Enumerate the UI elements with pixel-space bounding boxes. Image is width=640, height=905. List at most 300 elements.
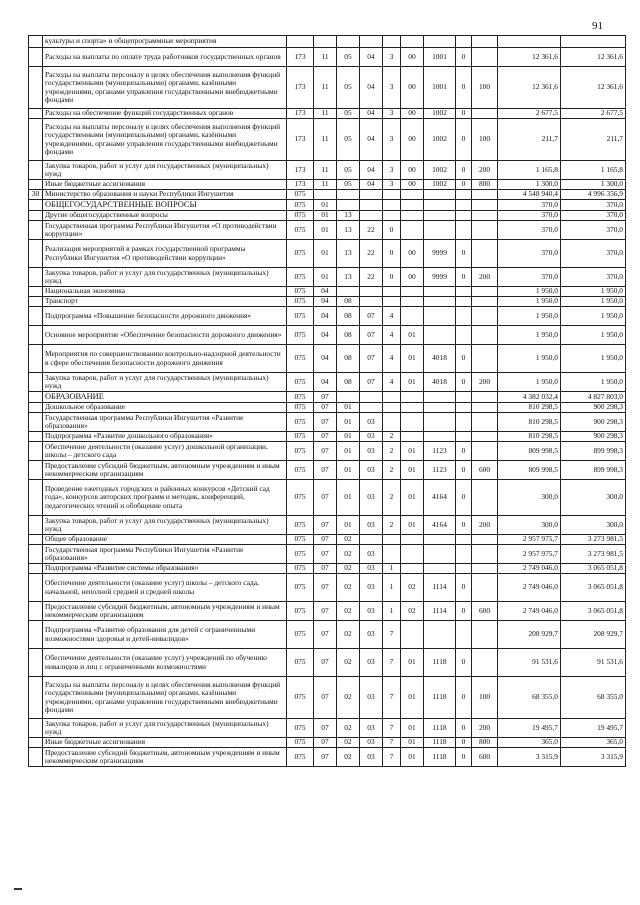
event-code-cell xyxy=(401,432,424,442)
event-code-cell: 01 xyxy=(401,373,424,392)
section-code-cell: 11 xyxy=(314,180,337,190)
item-name-cell: Расходы на обеспечение функций государственных органов xyxy=(43,109,287,119)
event-code-cell: 01 xyxy=(401,649,424,677)
amount-year-1-cell: 810 298,5 xyxy=(498,432,561,442)
table-row xyxy=(29,545,626,564)
item-name-cell: Проведение ежегодных городских и районных конкурсов «Детский сад года», конкурсов авторских программ и методик, конференций, педагогических чтений и обобщение опыта xyxy=(43,480,287,516)
direction-code-cell xyxy=(424,413,456,432)
amount-year-1-cell: 1 950,0 xyxy=(498,287,561,297)
direction-code-cell xyxy=(424,200,456,211)
amount-year-1-cell: 810 298,5 xyxy=(498,413,561,432)
table-row xyxy=(29,432,626,442)
row-number-cell xyxy=(29,442,43,461)
direction-code-cell xyxy=(424,36,456,48)
amount-year-1-cell: 2 957 975,7 xyxy=(498,545,561,564)
item-name-cell: Другие общегосударственные вопросы xyxy=(43,211,287,221)
row-number-cell xyxy=(29,403,43,413)
extra-code-cell: 0 xyxy=(456,719,472,738)
amount-year-2-cell: 899 998,3 xyxy=(561,442,626,461)
extra-code-cell xyxy=(456,200,472,211)
section-code-cell: 01 xyxy=(314,240,337,268)
section-code-cell: 01 xyxy=(314,211,337,221)
subsection-code-cell: 13 xyxy=(337,240,360,268)
expense-type-code-cell xyxy=(472,221,498,240)
direction-code-cell xyxy=(424,432,456,442)
expense-type-code-cell: 200 xyxy=(472,373,498,392)
ministry-code-cell: 075 xyxy=(287,442,314,461)
amount-year-2-cell: 3 315,9 xyxy=(561,748,626,767)
subsection-code-cell: 02 xyxy=(337,535,360,545)
ministry-code-cell: 075 xyxy=(287,287,314,297)
table-row xyxy=(29,119,626,161)
extra-code-cell: 0 xyxy=(456,461,472,480)
amount-year-1-cell: 3 315,9 xyxy=(498,748,561,767)
expense-type-code-cell xyxy=(472,190,498,200)
expense-type-code-cell: 200 xyxy=(472,161,498,180)
subprogram-code-cell xyxy=(383,403,401,413)
ministry-code-cell: 075 xyxy=(287,719,314,738)
subsection-code-cell: 02 xyxy=(337,649,360,677)
subsection-code-cell xyxy=(337,200,360,211)
amount-year-2-cell: 68 355,0 xyxy=(561,677,626,719)
direction-code-cell: 1002 xyxy=(424,109,456,119)
ministry-code-cell: 173 xyxy=(287,48,314,67)
item-name-cell: Дошкольное образование xyxy=(43,403,287,413)
item-name-cell: Подпрограмма «Повышение безопасности дорожного движения» xyxy=(43,307,287,326)
program-code-cell: 03 xyxy=(360,442,383,461)
program-code-cell: 04 xyxy=(360,48,383,67)
subprogram-code-cell: 2 xyxy=(383,442,401,461)
extra-code-cell: 0 xyxy=(456,677,472,719)
subprogram-code-cell: 7 xyxy=(383,748,401,767)
amount-year-1-cell: 370,0 xyxy=(498,200,561,211)
subsection-code-cell: 01 xyxy=(337,516,360,535)
expense-type-code-cell xyxy=(472,621,498,649)
subsection-code-cell: 08 xyxy=(337,373,360,392)
extra-code-cell xyxy=(456,545,472,564)
row-number-cell xyxy=(29,719,43,738)
program-code-cell: 04 xyxy=(360,161,383,180)
subprogram-code-cell: 3 xyxy=(383,48,401,67)
section-code-cell: 07 xyxy=(314,516,337,535)
table-row xyxy=(29,649,626,677)
event-code-cell xyxy=(401,211,424,221)
expense-type-code-cell xyxy=(472,480,498,516)
subsection-code-cell: 01 xyxy=(337,413,360,432)
event-code-cell: 01 xyxy=(401,748,424,767)
amount-year-2-cell: 1 950,0 xyxy=(561,326,626,345)
row-number-cell xyxy=(29,649,43,677)
section-code-cell: 11 xyxy=(314,109,337,119)
amount-year-2-cell: 300,0 xyxy=(561,516,626,535)
extra-code-cell xyxy=(456,326,472,345)
amount-year-2-cell: 370,0 xyxy=(561,268,626,287)
table-row xyxy=(29,373,626,392)
section-code-cell: 04 xyxy=(314,287,337,297)
subprogram-code-cell: 7 xyxy=(383,649,401,677)
amount-year-2-cell: 1 950,0 xyxy=(561,373,626,392)
subprogram-code-cell xyxy=(383,392,401,403)
section-code-cell: 07 xyxy=(314,748,337,767)
expense-type-code-cell: 600 xyxy=(472,461,498,480)
event-code-cell: 00 xyxy=(401,67,424,109)
expense-type-code-cell: 200 xyxy=(472,516,498,535)
program-code-cell xyxy=(360,211,383,221)
direction-code-cell xyxy=(424,297,456,307)
extra-code-cell xyxy=(456,211,472,221)
subsection-code-cell: 05 xyxy=(337,109,360,119)
table-row xyxy=(29,326,626,345)
section-code-cell: 07 xyxy=(314,574,337,602)
table-row xyxy=(29,413,626,432)
table-row xyxy=(29,67,626,109)
amount-year-1-cell: 1 950,0 xyxy=(498,326,561,345)
subprogram-code-cell: 3 xyxy=(383,180,401,190)
ministry-code-cell: 075 xyxy=(287,748,314,767)
subsection-code-cell: 08 xyxy=(337,345,360,373)
item-name-cell: Основное мероприятие «Обеспечение безопасности дорожного движения» xyxy=(43,326,287,345)
subsection-code-cell: 05 xyxy=(337,161,360,180)
row-number-cell xyxy=(29,432,43,442)
subsection-code-cell: 01 xyxy=(337,432,360,442)
amount-year-2-cell: 300,0 xyxy=(561,480,626,516)
ministry-code-cell: 075 xyxy=(287,649,314,677)
table-row xyxy=(29,621,626,649)
extra-code-cell xyxy=(456,36,472,48)
ministry-code-cell: 075 xyxy=(287,461,314,480)
item-name-cell: Государственная программа Республики Ингушетия «Развитие образования» xyxy=(43,413,287,432)
section-code-cell: 07 xyxy=(314,535,337,545)
event-code-cell xyxy=(401,392,424,403)
table-row xyxy=(29,403,626,413)
section-code-cell: 07 xyxy=(314,602,337,621)
subsection-code-cell: 02 xyxy=(337,564,360,574)
expense-type-code-cell xyxy=(472,109,498,119)
expense-type-code-cell xyxy=(472,240,498,268)
table-row xyxy=(29,161,626,180)
amount-year-1-cell: 370,0 xyxy=(498,268,561,287)
subprogram-code-cell: 7 xyxy=(383,719,401,738)
ministry-code-cell: 075 xyxy=(287,297,314,307)
event-code-cell xyxy=(401,545,424,564)
amount-year-1-cell: 2 677,5 xyxy=(498,109,561,119)
item-name-cell: Обеспечение деятельности (оказание услуг) учреждений по обучению инвалидов и лиц с ограниченными возможностями xyxy=(43,649,287,677)
program-code-cell: 03 xyxy=(360,564,383,574)
ministry-code-cell: 075 xyxy=(287,211,314,221)
table-row xyxy=(29,36,626,48)
item-name-cell: Национальная экономика xyxy=(43,287,287,297)
amount-year-2-cell: 370,0 xyxy=(561,200,626,211)
section-code-cell: 07 xyxy=(314,442,337,461)
amount-year-1-cell: 1 950,0 xyxy=(498,307,561,326)
row-number-cell xyxy=(29,677,43,719)
subsection-code-cell: 02 xyxy=(337,621,360,649)
amount-year-2-cell: 211,7 xyxy=(561,119,626,161)
ministry-code-cell: 075 xyxy=(287,602,314,621)
direction-code-cell: 1002 xyxy=(424,119,456,161)
amount-year-2-cell: 900 298,3 xyxy=(561,403,626,413)
program-code-cell: 07 xyxy=(360,373,383,392)
direction-code-cell: 1002 xyxy=(424,161,456,180)
table-row xyxy=(29,442,626,461)
amount-year-2-cell: 4 827 803,0 xyxy=(561,392,626,403)
direction-code-cell: 1114 xyxy=(424,602,456,621)
ministry-code-cell: 075 xyxy=(287,403,314,413)
section-code-cell: 11 xyxy=(314,48,337,67)
amount-year-2-cell: 1 165,8 xyxy=(561,161,626,180)
item-name-cell: культуры и спорта» и общепрограммные мероприятия xyxy=(43,36,287,48)
row-number-cell xyxy=(29,602,43,621)
amount-year-1-cell: 300,0 xyxy=(498,480,561,516)
ministry-code-cell: 075 xyxy=(287,345,314,373)
amount-year-1-cell: 2 749 046,0 xyxy=(498,602,561,621)
subsection-code-cell: 08 xyxy=(337,297,360,307)
program-code-cell: 03 xyxy=(360,545,383,564)
program-code-cell xyxy=(360,287,383,297)
subprogram-code-cell: 2 xyxy=(383,516,401,535)
amount-year-1-cell: 810 298,5 xyxy=(498,403,561,413)
subprogram-code-cell xyxy=(383,545,401,564)
event-code-cell: 00 xyxy=(401,48,424,67)
direction-code-cell: 1001 xyxy=(424,67,456,109)
section-code-cell: 07 xyxy=(314,545,337,564)
amount-year-1-cell: 809 998,5 xyxy=(498,461,561,480)
extra-code-cell: 0 xyxy=(456,161,472,180)
extra-code-cell xyxy=(456,287,472,297)
expense-type-code-cell xyxy=(472,564,498,574)
expense-type-code-cell: 800 xyxy=(472,180,498,190)
extra-code-cell: 0 xyxy=(456,516,472,535)
section-code-cell: 11 xyxy=(314,161,337,180)
item-name-cell: Иные бюджетные ассигнования xyxy=(43,738,287,748)
event-code-cell: 01 xyxy=(401,738,424,748)
amount-year-2-cell: 1 950,0 xyxy=(561,287,626,297)
table-row xyxy=(29,240,626,268)
item-name-cell: Подпрограмма «Развитие системы образования» xyxy=(43,564,287,574)
extra-code-cell xyxy=(456,190,472,200)
section-code-cell xyxy=(314,190,337,200)
direction-code-cell: 4164 xyxy=(424,516,456,535)
ministry-code-cell: 173 xyxy=(287,109,314,119)
extra-code-cell xyxy=(456,535,472,545)
amount-year-1-cell: 2 749 046,0 xyxy=(498,574,561,602)
item-name-cell: Предоставление субсидий бюджетным, автономным учреждениям и иным некоммерческим организациям xyxy=(43,602,287,621)
ministry-code-cell: 075 xyxy=(287,200,314,211)
expense-type-code-cell xyxy=(472,345,498,373)
expense-type-code-cell: 200 xyxy=(472,719,498,738)
subsection-code-cell xyxy=(337,287,360,297)
table-body xyxy=(29,36,626,767)
program-code-cell xyxy=(360,190,383,200)
section-code-cell: 04 xyxy=(314,373,337,392)
expense-type-code-cell xyxy=(472,36,498,48)
amount-year-2-cell: 208 929,7 xyxy=(561,621,626,649)
expense-type-code-cell xyxy=(472,535,498,545)
budget-table xyxy=(28,35,626,767)
amount-year-2-cell: 900 298,3 xyxy=(561,432,626,442)
extra-code-cell xyxy=(456,297,472,307)
expense-type-code-cell xyxy=(472,413,498,432)
ministry-code-cell: 075 xyxy=(287,326,314,345)
amount-year-2-cell: 3 065 051,8 xyxy=(561,602,626,621)
row-number-cell xyxy=(29,461,43,480)
subprogram-code-cell: 1 xyxy=(383,564,401,574)
item-name-cell: Закупка товаров, работ и услуг для государственных (муниципальных) нужд xyxy=(43,268,287,287)
event-code-cell: 00 xyxy=(401,268,424,287)
row-number-cell xyxy=(29,240,43,268)
table-row xyxy=(29,200,626,211)
item-name-cell: Подпрограмма «Развитие образования для детей с ограниченными возможностями здоровья и детей-инвалидов» xyxy=(43,621,287,649)
item-name-cell: Государственная программа Республики Ингушетия «О противодействии коррупции» xyxy=(43,221,287,240)
row-number-cell xyxy=(29,480,43,516)
event-code-cell xyxy=(401,221,424,240)
expense-type-code-cell xyxy=(472,574,498,602)
ministry-code-cell: 075 xyxy=(287,432,314,442)
amount-year-2-cell: 1 300,0 xyxy=(561,180,626,190)
subprogram-code-cell: 1 xyxy=(383,602,401,621)
item-name-cell: Закупка товаров, работ и услуг для государственных (муниципальных) нужд xyxy=(43,373,287,392)
program-code-cell: 03 xyxy=(360,738,383,748)
table-row xyxy=(29,748,626,767)
direction-code-cell xyxy=(424,545,456,564)
row-number-cell xyxy=(29,200,43,211)
amount-year-2-cell: 1 950,0 xyxy=(561,307,626,326)
amount-year-1-cell: 4 548 940,4 xyxy=(498,190,561,200)
expense-type-code-cell: 100 xyxy=(472,119,498,161)
subprogram-code-cell: 7 xyxy=(383,621,401,649)
event-code-cell: 01 xyxy=(401,345,424,373)
event-code-cell: 01 xyxy=(401,480,424,516)
direction-code-cell: 4018 xyxy=(424,345,456,373)
extra-code-cell: 0 xyxy=(456,373,472,392)
subprogram-code-cell xyxy=(383,413,401,432)
section-code-cell: 07 xyxy=(314,403,337,413)
extra-code-cell xyxy=(456,307,472,326)
section-code-cell: 07 xyxy=(314,432,337,442)
direction-code-cell: 1118 xyxy=(424,748,456,767)
row-number-cell xyxy=(29,307,43,326)
amount-year-2-cell: 12 361,6 xyxy=(561,48,626,67)
program-code-cell: 07 xyxy=(360,326,383,345)
program-code-cell xyxy=(360,297,383,307)
subprogram-code-cell: 0 xyxy=(383,240,401,268)
row-number-cell xyxy=(29,373,43,392)
direction-code-cell: 1123 xyxy=(424,461,456,480)
amount-year-2-cell: 900 298,3 xyxy=(561,413,626,432)
amount-year-1-cell: 1 300,0 xyxy=(498,180,561,190)
row-number-cell xyxy=(29,287,43,297)
amount-year-1-cell: 365,0 xyxy=(498,738,561,748)
expense-type-code-cell xyxy=(472,442,498,461)
ministry-code-cell: 075 xyxy=(287,480,314,516)
row-number-cell xyxy=(29,345,43,373)
row-number-cell xyxy=(29,119,43,161)
row-number-cell xyxy=(29,564,43,574)
direction-code-cell xyxy=(424,211,456,221)
row-number-cell xyxy=(29,109,43,119)
amount-year-1-cell: 1 950,0 xyxy=(498,297,561,307)
subsection-code-cell: 13 xyxy=(337,268,360,287)
program-code-cell: 04 xyxy=(360,109,383,119)
program-code-cell: 03 xyxy=(360,602,383,621)
item-name-cell: Закупка товаров, работ и услуг для государственных (муниципальных) нужд xyxy=(43,719,287,738)
direction-code-cell: 1114 xyxy=(424,574,456,602)
subprogram-code-cell: 4 xyxy=(383,307,401,326)
amount-year-2-cell: 3 273 981,5 xyxy=(561,545,626,564)
extra-code-cell xyxy=(456,392,472,403)
subsection-code-cell xyxy=(337,392,360,403)
program-code-cell: 03 xyxy=(360,649,383,677)
amount-year-2-cell: 370,0 xyxy=(561,211,626,221)
item-name-cell: Расходы на выплаты по оплате труда работников государственных органов xyxy=(43,48,287,67)
program-code-cell xyxy=(360,403,383,413)
amount-year-1-cell: 370,0 xyxy=(498,211,561,221)
subsection-code-cell: 02 xyxy=(337,602,360,621)
section-code-cell: 07 xyxy=(314,480,337,516)
event-code-cell: 01 xyxy=(401,677,424,719)
ministry-code-cell: 075 xyxy=(287,190,314,200)
amount-year-2-cell: 3 065 051,8 xyxy=(561,564,626,574)
event-code-cell: 00 xyxy=(401,240,424,268)
extra-code-cell xyxy=(456,221,472,240)
event-code-cell: 00 xyxy=(401,180,424,190)
item-name-cell: Обеспечение деятельности (оказание услуг) дошкольной организации, школы – детского сада xyxy=(43,442,287,461)
expense-type-code-cell: 600 xyxy=(472,602,498,621)
table-row xyxy=(29,392,626,403)
subsection-code-cell: 02 xyxy=(337,677,360,719)
row-number-cell xyxy=(29,535,43,545)
event-code-cell: 02 xyxy=(401,574,424,602)
table-row xyxy=(29,180,626,190)
row-number-cell xyxy=(29,297,43,307)
direction-code-cell: 1118 xyxy=(424,719,456,738)
subsection-code-cell: 01 xyxy=(337,480,360,516)
subprogram-code-cell xyxy=(383,535,401,545)
ministry-code-cell: 173 xyxy=(287,119,314,161)
item-name-cell: Мероприятия по совершенствованию контрольно-надзорной деятельности в сфере обеспечения безопасности дорожного движения xyxy=(43,345,287,373)
expense-type-code-cell xyxy=(472,287,498,297)
amount-year-2-cell: 370,0 xyxy=(561,221,626,240)
amount-year-2-cell: 2 677,5 xyxy=(561,109,626,119)
table-row xyxy=(29,516,626,535)
row-number-cell xyxy=(29,326,43,345)
subsection-code-cell: 01 xyxy=(337,461,360,480)
event-code-cell: 02 xyxy=(401,602,424,621)
subprogram-code-cell xyxy=(383,287,401,297)
item-name-cell: Расходы на выплаты персоналу в целях обеспечения выполнения функций государственными (муниципальными) органами, казёнными учреждениями, органами управления государственными внебюджетными фондами xyxy=(43,677,287,719)
direction-code-cell: 4164 xyxy=(424,480,456,516)
item-name-cell: Закупка товаров, работ и услуг для государственных (муниципальных) нужд xyxy=(43,516,287,535)
subprogram-code-cell: 4 xyxy=(383,345,401,373)
expense-type-code-cell xyxy=(472,200,498,211)
program-code-cell xyxy=(360,200,383,211)
program-code-cell: 22 xyxy=(360,268,383,287)
extra-code-cell: 0 xyxy=(456,48,472,67)
item-name-cell: Общее образование xyxy=(43,535,287,545)
program-code-cell: 03 xyxy=(360,677,383,719)
ministry-code-cell: 075 xyxy=(287,738,314,748)
ministry-code-cell: 075 xyxy=(287,413,314,432)
row-number-cell xyxy=(29,516,43,535)
expense-type-code-cell: 100 xyxy=(472,67,498,109)
row-number-cell xyxy=(29,545,43,564)
direction-code-cell xyxy=(424,287,456,297)
item-name-cell: Подпрограмма «Развитие дошкольного образования» xyxy=(43,432,287,442)
section-code-cell: 01 xyxy=(314,221,337,240)
ministry-code-cell: 075 xyxy=(287,621,314,649)
direction-code-cell: 4018 xyxy=(424,373,456,392)
row-number-cell xyxy=(29,268,43,287)
